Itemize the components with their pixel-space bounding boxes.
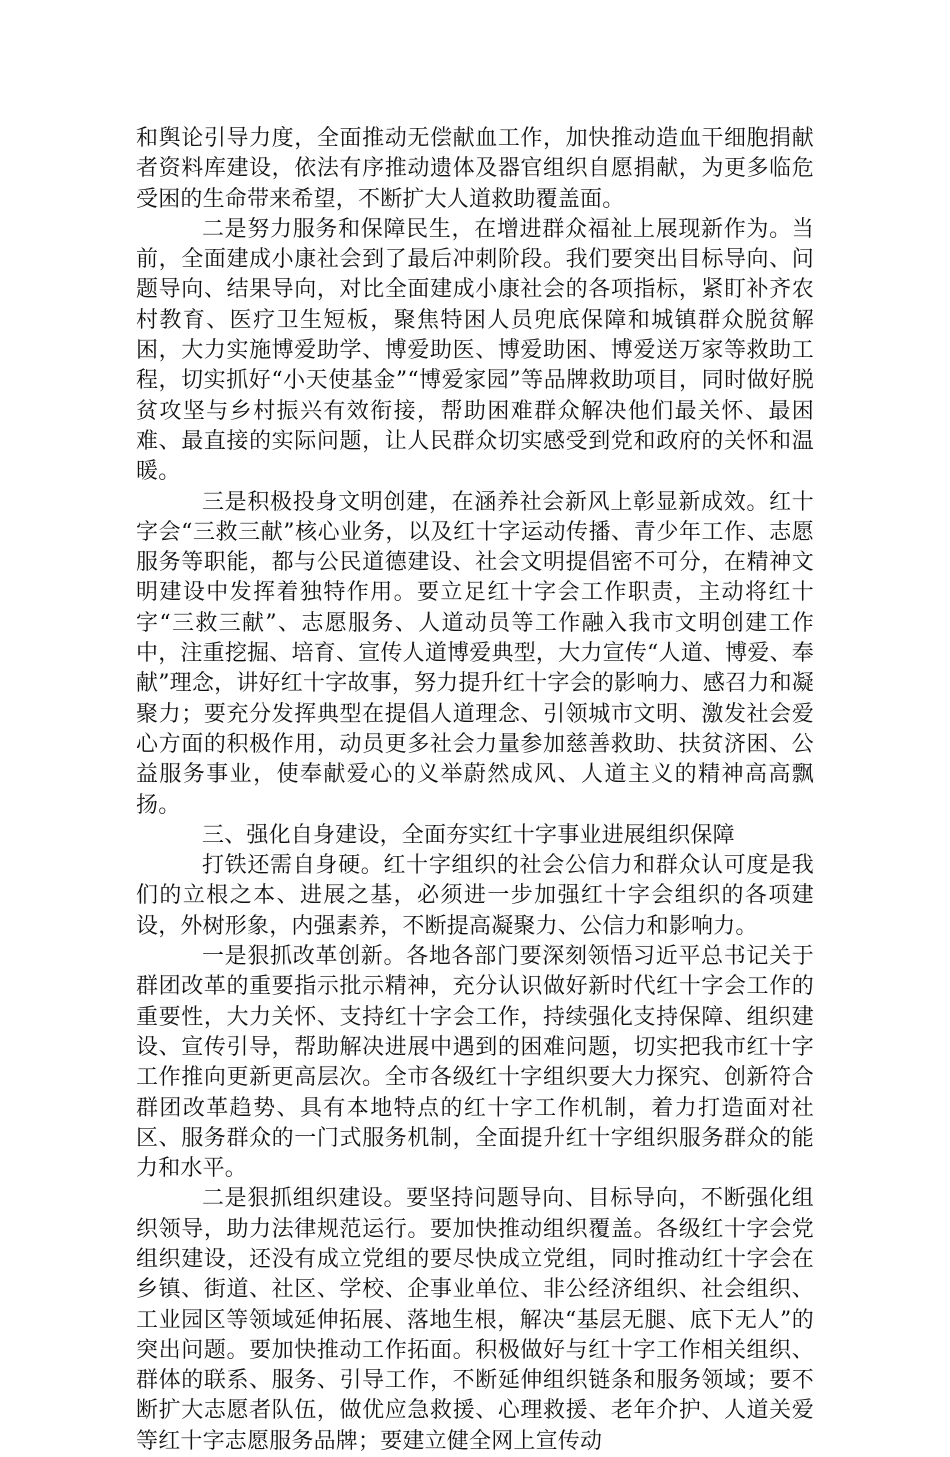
paragraph-2: 二是努力服务和保障民生，在增进群众福祉上展现新作为。当前，全面建成小康社会到了最后冲刺阶段。我们要突出目标导向、问题导向、结果导向，对比全面建成小康社会的各项指标，紧盯补齐农村教育、医疗卫生短板，聚焦特困人员兜底保障和城镇群众脱贫解困，大力实施博爱助学、博爱助医、博爱助困、博爱送万家等救助工程，切实抓好“小天使基金”“博爱家园”等品牌救助项目，同时做好脱贫攻坚与乡村振兴有效衔接，帮助困难群众解决他们最关怀、最困难、最直接的实际问题，让人民群众切实感受到党和政府的关怀和温暖。 — [136, 216, 814, 485]
paragraph-6: 二是狠抓组织建设。要坚持问题导向、目标导向，不断强化组织领导，助力法律规范运行。要加快推动组织覆盖。各级红十字会党组织建设，还没有成立党组的要尽快成立党组，同时推动红十字会在乡镇、街道、社区、学校、企事业单位、非公经济组织、社会组织、工业园区等领域延伸拓展、落地生根，解决“基层无腿、底下无人”的突出问题。要加快推动工作拓面。积极做好与红十字工作相关组织、群体的联系、服务、引导工作，不断延伸组织链条和服务领域；要不断扩大志愿者队伍，做优应急救援、心理救援、老年介护、人道关爱等红十字志愿服务品牌；要建立健全网上宣传动 — [136, 1186, 814, 1454]
paragraph-5: 一是狠抓改革创新。各地各部门要深刻领悟习近平总书记关于群团改革的重要指示批示精神，充分认识做好新时代红十字会工作的重要性，大力关怀、支持红十字会工作，持续强化支持保障、组织建设、宣传引导，帮助解决进展中遇到的困难问题，切实把我市红十字工作推向更新更高层次。全市各级红十字组织要大力探究、创新符合群团改革趋势、具有本地特点的红十字工作机制，着力打造面对社区、服务群众的一门式服务机制，全面提升红十字组织服务群众的能力和水平。 — [136, 944, 814, 1182]
section-heading: 三、强化自身建设，全面夯实红十字事业进展组织保障 — [202, 822, 735, 848]
paragraph-3: 三是积极投身文明创建，在涵养社会新风上彰显新成效。红十字会“三救三献”核心业务，以及红十字运动传播、青少年工作、志愿服务等职能，都与公民道德建设、社会文明提倡密不可分，在精神文明建设中发挥着独特作用。要立足红十字会工作职责，主动将红十字“三救三献”、志愿服务、人道动员等工作融入我市文明创建工作中，注重挖掘、培育、宣传人道博爱典型，大力宣传“人道、博爱、奉献”理念，讲好红十字故事，努力提升红十字会的影响力、感召力和凝聚力；要充分发挥典型在提倡人道理念、引领城市文明、激发社会爱心方面的积极作用，动员更多社会力量参加慈善救助、扶贫济困、公益服务事业，使奉献爱心的义举蔚然成风、人道主义的精神高高飘扬。 — [136, 489, 814, 818]
paragraph-4: 打铁还需自身硬。红十字组织的社会公信力和群众认可度是我们的立根之本、进展之基，必须进一步加强红十字会组织的各项建设，外树形象，内强素养，不断提高凝聚力、公信力和影响力。 — [136, 853, 814, 939]
paragraph-1: 和舆论引导力度，全面推动无偿献血工作，加快推动造血干细胞捐献者资料库建设，依法有序推动遗体及器官组织自愿捐献，为更多临危受困的生命带来希望，不断扩大人道救助覆盖面。 — [136, 126, 814, 212]
document-body — [136, 124, 814, 1457]
